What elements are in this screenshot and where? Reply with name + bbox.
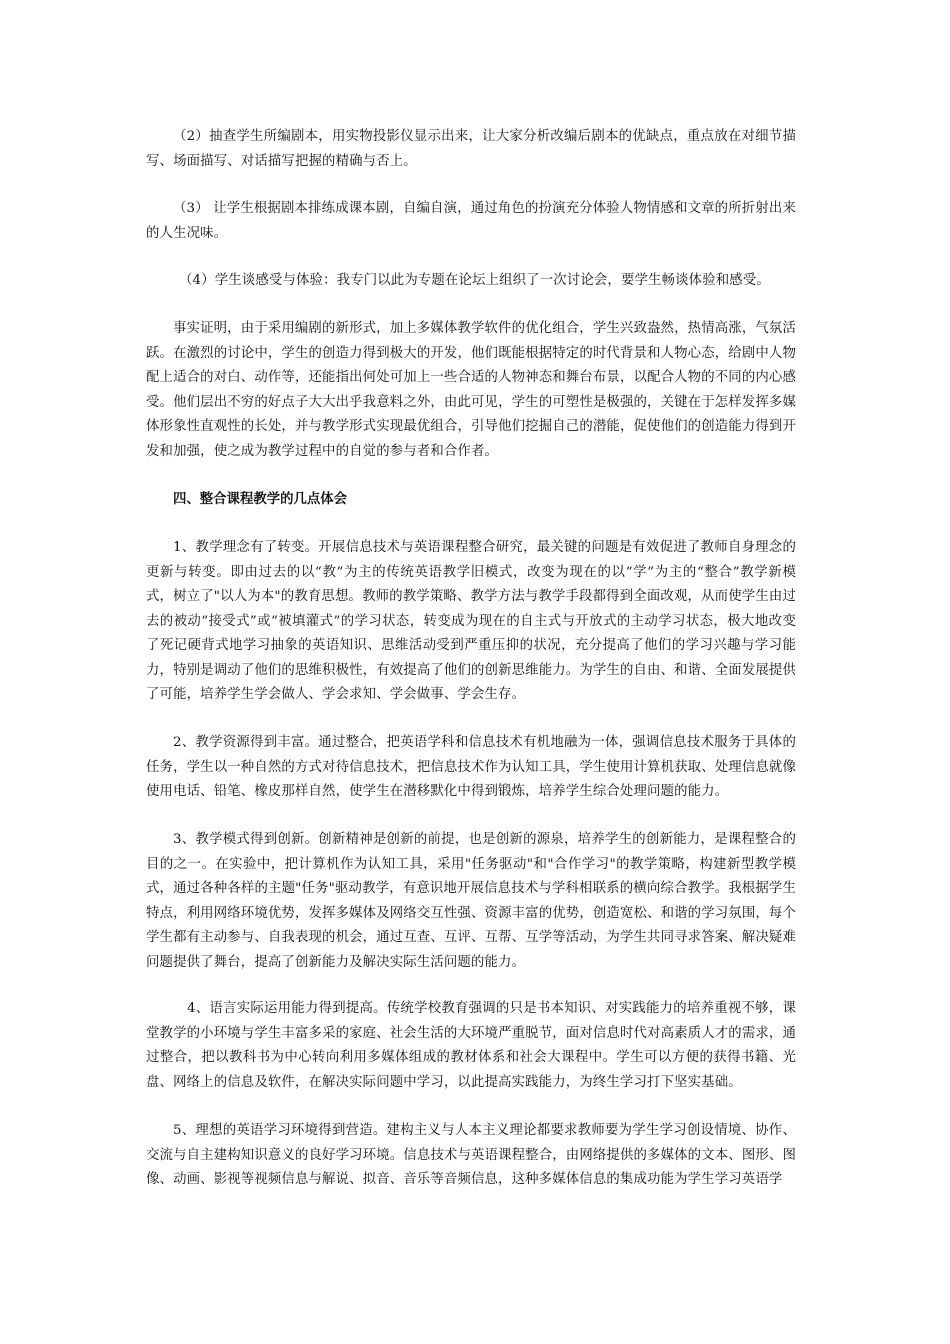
paragraph-point-3: 3、教学模式得到创新。创新精神是创新的前提，也是创新的源泉，培养学生的创新能力，是课程整合的目的之一。在实验中，把计算机作为认知工具，采用"任务驱动"和"合作学习"的教学策略，构建新型教学模式，通过各种各样的主题"任务"驱动教学，有意识地开展信息技术与学科相联系的横向综合教学。我根据学生特点，利用网络环境优势，发挥多媒体及网络交互性强、资源丰富的优势，创造宽松、和谐的学习氛围，每个学生都有主动参与、自我表现的机会，通过互查、互评、互帮、互学等活动，为学生共同寻求答案、解决疑难问题提供了舞台，提高了创新能力及解决实际生活问题的能力。 — [146, 832, 796, 970]
paragraph-conclusion: 事实证明，由于采用编剧的新形式，加上多媒体教学软件的优化组合，学生兴致盎然，热情高涨，气氛活跃。在激烈的讨论中，学生的创造力得到极大的开发，他们既能根据特定的时代背景和人物心态，给剧中人物配上适合的对白、动作等，还能指出何处可加上一些合适的人物神态和舞台布景，以配合人物的不同的内心感受。他们层出不穷的好点子大大出乎我意料之外，由此可见，学生的可塑性是极强的，关键在于怎样发挥多媒体形象性直观性的长处，并与教学形式实现最优组合，引导他们挖掘自己的潜能，促使他们的创造能力得到开发和加强，使之成为教学过程中的自觉的参与者和合作者。 — [146, 321, 796, 459]
paragraph-point-4: 4、语言实际运用能力得到提高。传统学校教育强调的只是书本知识、对实践能力的培养重视不够，课堂教学的小环境与学生丰富多采的家庭、社会生活的大环境严重脱节，面对信息时代对高素质人才的需求，通过整合，把以教科书为中心转向利用多媒体组成的教材体系和社会大课程中。学生可以方便的获得书籍、光盘、网络上的信息及软件，在解决实际问题中学习，以此提高实践能力，为终生学习打下坚实基础。 — [146, 1001, 796, 1090]
paragraph-step-3: （3） 让学生根据剧本排练成课本剧，自编自演，通过角色的扮演充分体验人物情感和文章的所折射出来的人生况味。 — [146, 201, 796, 241]
paragraph-step-4: （4）学生谈感受与体验：我专门以此为专题在论坛上组织了一次讨论会，要学生畅谈体验和感受。 — [179, 273, 770, 288]
paragraph-point-1: 1、教学理念有了转变。开展信息技术与英语课程整合研究，最关键的问题是有效促进了教师自身理念的更新与转变。即由过去的以“教”为主的传统英语教学旧模式，改变为现在的以“学”为主的“整合”教学新模式，树立了"以人为本"的教育思想。教师的教学策略、教学方法与教学手段都得到全面改观，从而使学生由过去的被动“接受式”或“被填灌式”的学习状态，转变成为现在的自主式与开放式的主动学习状态，极大地改变了死记硬背式地学习抽象的英语知识、思维活动受到严重压抑的状况，充分提高了他们的学习兴趣与学习能力，特别是调动了他们的思维积极性，有效提高了他们的创新思维能力。为学生的自由、和谐、全面发展提供了可能，培养学生学会做人、学会求知、学会做事、学会生存。 — [146, 540, 796, 702]
paragraph-point-2: 2、教学资源得到丰富。通过整合，把英语学科和信息技术有机地融为一体，强调信息技术服务于具体的任务，学生以一种自然的方式对待信息技术，把信息技术作为认知工具，学生使用计算机获取、处理信息就像使用电话、铅笔、橡皮那样自然，使学生在潜移默化中得到锻炼，培养学生综合处理问题的能力。 — [146, 735, 796, 799]
paragraph-point-5: 5、理想的英语学习环境得到营造。建构主义与人本主义理论都要求教师要为学生学习创设情境、协作、交流与自主建构知识意义的良好学习环境。信息技术与英语课程整合，由网络提供的多媒体的文本、图形、图像、动画、影视等视频信息与解说、拟音、音乐等音频信息，这种多媒体信息的集成功能为学生学习英语学 — [146, 1123, 796, 1187]
section-heading: 四、整合课程教学的几点体会 — [173, 492, 348, 507]
paragraph-step-2: （2）抽查学生所编剧本，用实物投影仪显示出来，让大家分析改编后剧本的优缺点，重点放在对细节描写、场面描写、对话描写把握的精确与否上。 — [146, 129, 796, 169]
